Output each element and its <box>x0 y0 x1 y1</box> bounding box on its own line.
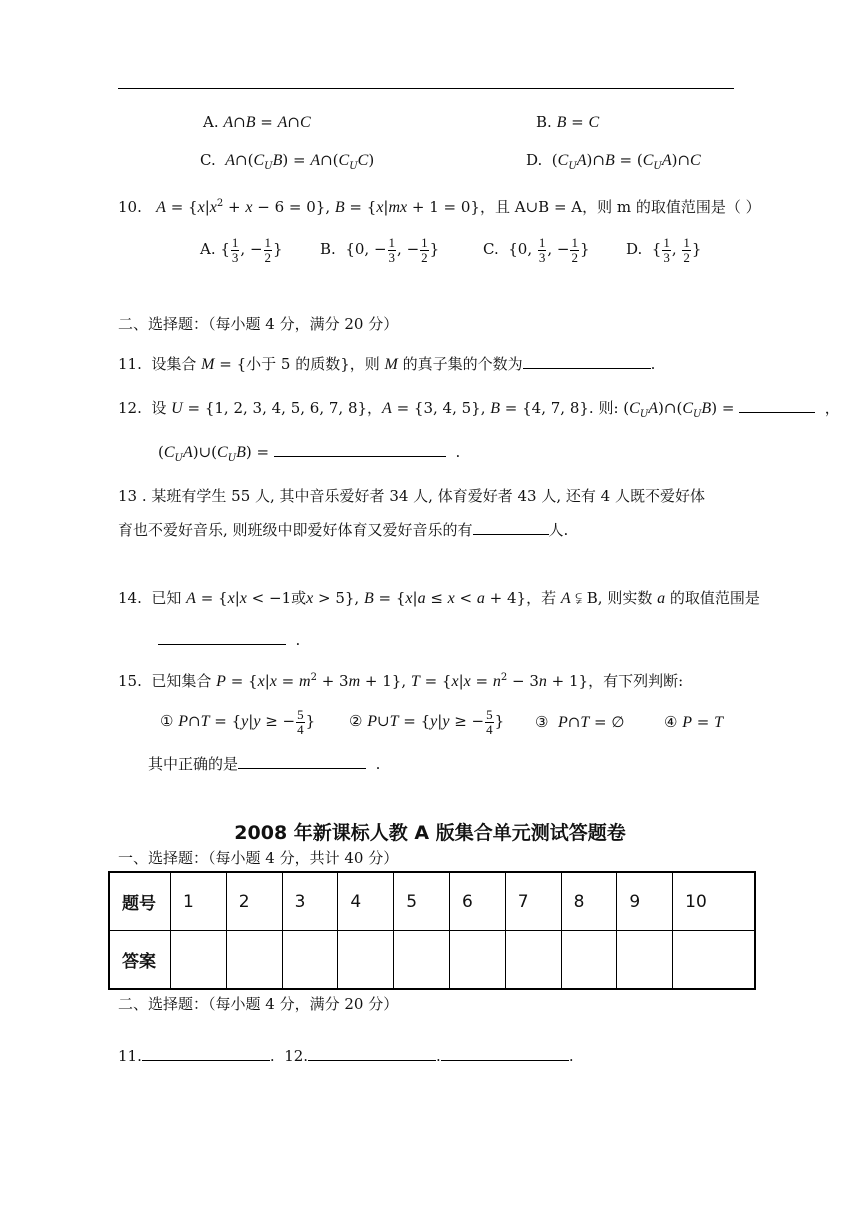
answer-table <box>108 871 756 990</box>
question-number-cell: 4 <box>338 872 394 931</box>
row-header-number: 题号 <box>109 872 171 931</box>
q15-judgement-4: ④ P = T <box>664 713 724 731</box>
q10-option-a: A. { $\frac{1}{3}$ , − $\frac{1}{2}$ } <box>200 234 283 265</box>
q14-blank[interactable] <box>158 630 286 645</box>
answer-cell[interactable] <box>505 931 561 990</box>
q9-option-a: A. A∩B = A∩C <box>203 113 311 131</box>
answer-table-number-row <box>109 872 755 931</box>
question-number-cell: 2 <box>226 872 282 931</box>
answer-cell[interactable] <box>226 931 282 990</box>
answer-12-blank-1[interactable] <box>308 1046 436 1061</box>
q14-answer-line: . <box>158 630 300 650</box>
q15-judgement-3: ③ P∩T = ∅ <box>535 713 625 731</box>
answer-cell[interactable] <box>171 931 227 990</box>
answer-12-blank-2[interactable] <box>441 1046 569 1061</box>
question-number-cell: 1 <box>171 872 227 931</box>
q15-judgement-1: ① P∩T = {y|y ≥ − $\frac{5}{4}$ } <box>160 706 316 737</box>
q12-blank-1[interactable] <box>739 398 815 413</box>
answer-cell[interactable] <box>561 931 617 990</box>
q9-option-c: C. $A\cap(C_UB)$ = $A\cap(C_UC)$ <box>200 151 375 172</box>
q12-line2: $(C_UA)\cup(C_UB)$ = . <box>158 443 461 464</box>
answer-blanks-line: 11. . 12. . . <box>118 1047 574 1065</box>
section2-title: 二、选择题：（每小题 4 分，满分 20 分） <box>118 315 399 333</box>
question-number-cell: 10 <box>673 872 755 931</box>
question-number-cell: 5 <box>394 872 450 931</box>
q15-stem: 15. 已知集合 $P = \{x|x = m^2 + 3m + 1\}$, $T = \{x|x = n^2 - 3n + 1\}$，有下列判断: <box>118 672 684 690</box>
question-number-cell: 7 <box>505 872 561 931</box>
q10-option-d: D. { $\frac{1}{3}$ , $\frac{1}{2}$ } <box>626 234 702 265</box>
header-rule <box>118 88 734 89</box>
q13-line2: 育也不爱好音乐, 则班级中即爱好体育又爱好音乐的有 人. <box>118 521 569 539</box>
answer-cell[interactable] <box>449 931 505 990</box>
q15-blank[interactable] <box>238 754 366 769</box>
q15-conclusion: 其中正确的是 . <box>148 755 381 773</box>
answer-cell[interactable] <box>673 931 755 990</box>
q13-blank[interactable] <box>473 520 549 535</box>
q10-option-b: B. {0, − $\frac{1}{3}$ , − $\frac{1}{2}$ } <box>320 234 440 265</box>
answer-section1-title: 一、选择题：（每小题 4 分，共计 40 分） <box>118 849 399 867</box>
q13-line1: 13 . 某班有学生 55 人, 其中音乐爱好者 34 人, 体育爱好者 43 人, 还有 4 人既不爱好体 <box>118 487 705 505</box>
row-header-answer: 答案 <box>109 931 171 990</box>
answer-cell[interactable] <box>394 931 450 990</box>
q15-judgement-2: ② P∪T = {y|y ≥ − $\frac{5}{4}$ } <box>349 706 505 737</box>
answer-cell[interactable] <box>338 931 394 990</box>
answer-cell[interactable] <box>617 931 673 990</box>
q9-option-b: B. B = C <box>536 113 600 131</box>
question-number-cell: 6 <box>449 872 505 931</box>
q11: 11. 设集合 M = {小于 5 的质数}，则 M 的真子集的个数为 . <box>118 355 656 373</box>
q10-stem: 10. $A = \{x|x^2 + x - 6 = 0\}$, B = {x|mx + 1 = 0}，且 A∪B = A，则 m 的取值范围是（ ） <box>118 198 761 216</box>
answer-section2-title: 二、选择题：（每小题 4 分，满分 20 分） <box>118 995 399 1013</box>
question-number-cell: 9 <box>617 872 673 931</box>
answer-table-answer-row <box>109 931 755 990</box>
q11-blank[interactable] <box>523 354 651 369</box>
answer-11-blank[interactable] <box>142 1046 270 1061</box>
q14: 14. 已知 A = {x|x < −1或x > 5}, B = {x|a ≤ x < a + 4}，若 A ⫋ B, 则实数 a 的取值范围是 <box>118 589 760 607</box>
question-number-cell: 3 <box>282 872 338 931</box>
q12-blank-2[interactable] <box>274 442 446 457</box>
answer-sheet-title: 2008 年新课标人教 A 版集合单元测试答题卷 <box>234 822 626 844</box>
question-number-cell: 8 <box>561 872 617 931</box>
q9-option-d: D. $(C_UA)\cap B$ = $(C_UA)\cap C$ <box>526 151 701 172</box>
answer-cell[interactable] <box>282 931 338 990</box>
q10-option-c: C. {0, $\frac{1}{3}$ , − $\frac{1}{2}$ } <box>483 234 590 265</box>
q12-line1: 12. 设 U = {1, 2, 3, 4, 5, 6, 7, 8}，A = {3, 4, 5}, B = {4, 7, 8}. 则: $(C_UA)\cap(C_UB)$ = ， <box>118 399 840 420</box>
